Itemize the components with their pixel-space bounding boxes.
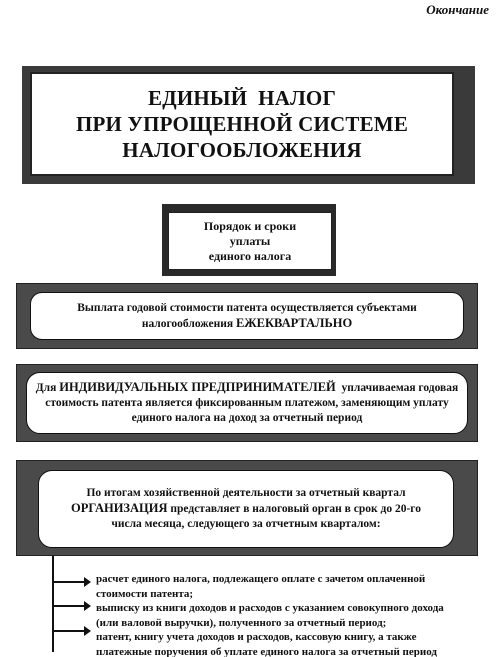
list-item: патент, книгу учета доходов и расходов, кассовую книгу, а также	[96, 631, 417, 643]
box1-quarterly: ЕЖЕКВАРТАЛЬНО	[235, 315, 353, 330]
title-line-1: ЕДИНЫЙ НАЛОГ	[147, 86, 337, 110]
patent-payment-box	[30, 292, 464, 340]
box2-line-1	[36, 380, 459, 396]
subtitle-line-1: Порядок и сроки	[203, 218, 297, 233]
box2-line-3: единого налога на доход за отчетный период	[131, 412, 363, 424]
box1-line-2-text: налогообложения	[141, 317, 236, 330]
box2-line-2: стоимость патента является фиксированным платежом, заменяющим уплату	[45, 397, 449, 409]
box2-entrepreneurs: ИНДИВИДУАЛЬНЫХ ПРЕДПРИНИМАТЕЛЕЙ	[59, 380, 336, 394]
box2-line-1-pre: Для	[35, 382, 60, 394]
arrow-right-icon	[53, 605, 85, 607]
list-item: (или валовой выручки), полученного за отчетный период;	[96, 616, 387, 629]
list-item: стоимости патента;	[96, 587, 194, 600]
box3-line-2	[71, 501, 421, 517]
corner-note: Окончание	[426, 2, 489, 17]
box3-organization: ОРГАНИЗАЦИЯ	[71, 501, 168, 515]
bracket-line	[52, 556, 54, 652]
list-item: платежные поручения об уплате единого налога за отчетный период	[96, 645, 437, 657]
documents-list	[96, 572, 491, 657]
arrow-right-icon	[53, 581, 85, 583]
arrow-right-icon	[53, 630, 85, 632]
entrepreneurs-box	[26, 372, 468, 434]
organization-box	[38, 470, 454, 548]
title-line-3: НАЛОГООБЛОЖЕНИЯ	[122, 138, 362, 162]
box3-line-2-post: представляет в налоговый орган в срок до 20-го	[167, 503, 421, 515]
list-item: выписку из книги доходов и расходов с указанием совокупного дохода	[96, 602, 444, 614]
subtitle-line-3: единого налога	[208, 248, 292, 263]
title-line-2: ПРИ УПРОЩЕННОЙ СИСТЕМЕ	[75, 112, 409, 136]
main-title-box	[30, 72, 454, 176]
box1-line-2	[142, 316, 352, 332]
list-item: расчет единого налога, подлежащего оплате с зачетом оплаченной	[96, 573, 426, 585]
subtitle-line-2: уплаты	[229, 233, 271, 248]
subtitle-box	[168, 212, 332, 270]
box3-line-3: числа месяца, следующего за отчетным кварталом:	[111, 518, 381, 530]
box3-line-1: По итогам хозяйственной деятельности за отчетный квартал	[86, 487, 406, 499]
box2-line-1-post: уплачиваемая годовая	[335, 382, 459, 394]
box1-line-1: Выплата годовой стоимости патента осуществляется субъектами	[77, 301, 417, 314]
